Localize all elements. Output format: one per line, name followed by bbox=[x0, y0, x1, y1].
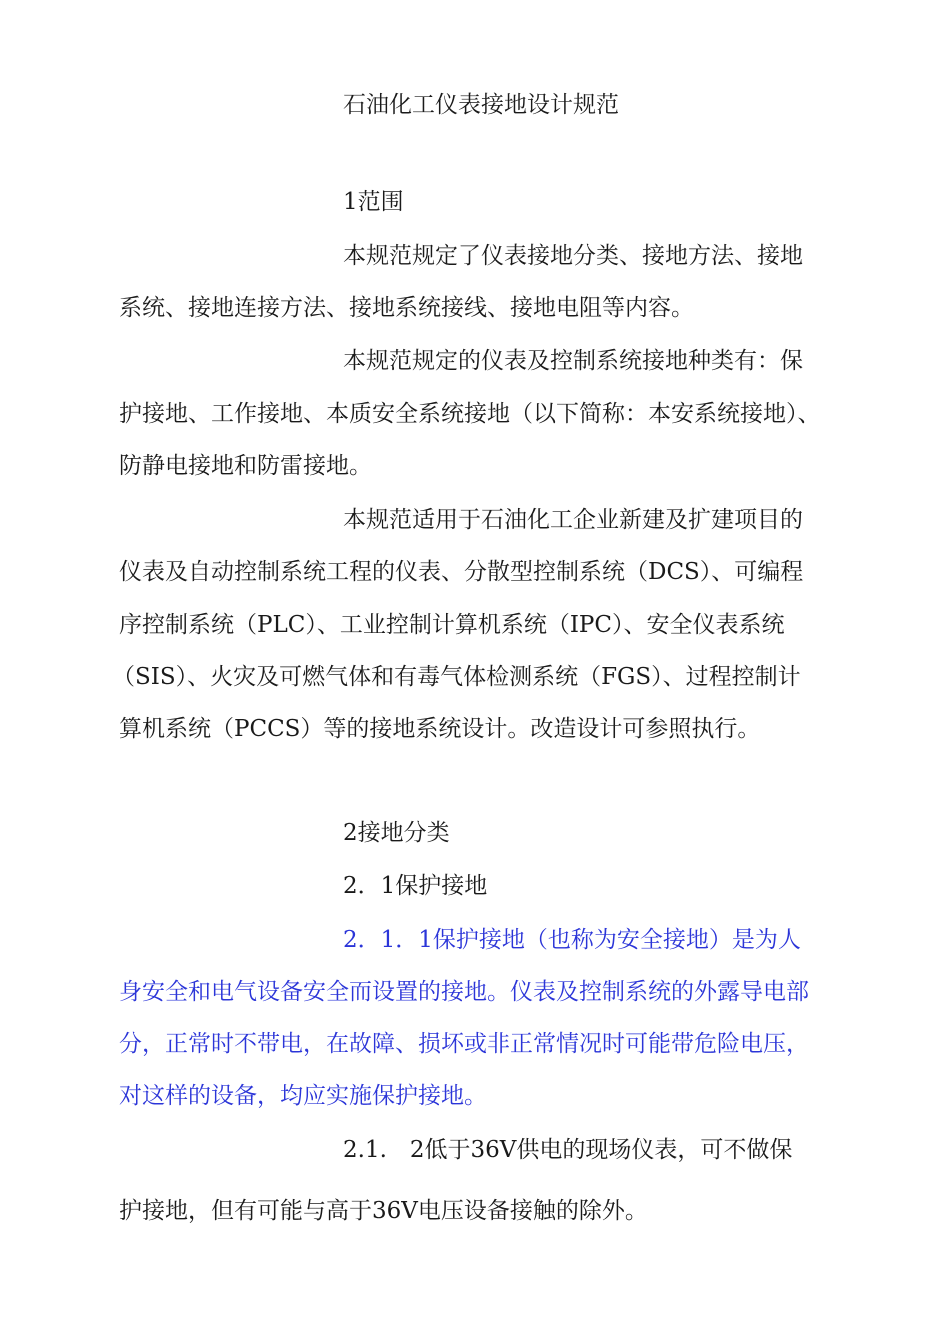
paragraph-scope-2-line-2: 护接地、工作接地、本质安全系统接地（以下简称：本安系统接地）、 bbox=[119, 401, 821, 427]
paragraph-scope-2-line-3: 防静电接地和防雷接地。 bbox=[119, 453, 372, 479]
section-2-1-heading: 2．1保护接地 bbox=[343, 873, 488, 899]
paragraph-scope-3-line-2: 仪表及自动控制系统工程的仪表、分散型控制系统（DCS）、可编程 bbox=[119, 559, 804, 585]
clause-2-1-1-line-3: 分，正常时不带电，在故障、损坏或非正常情况时可能带危险电压， bbox=[119, 1031, 809, 1057]
clause-2-1-1-line-4: 对这样的设备，均应实施保护接地。 bbox=[119, 1083, 487, 1109]
page-title: 石油化工仪表接地设计规范 bbox=[343, 92, 619, 118]
clause-2-1-2-line-1: 2.1. 2低于36V供电的现场仪表，可不做保 bbox=[343, 1137, 793, 1163]
paragraph-scope-3-line-1: 本规范适用于石油化工企业新建及扩建项目的 bbox=[343, 507, 803, 533]
section-1-heading: 1范围 bbox=[343, 189, 404, 215]
paragraph-scope-1-line-1: 本规范规定了仪表接地分类、接地方法、接地 bbox=[343, 243, 803, 269]
clause-2-1-2-line-2: 护接地，但有可能与高于36V电压设备接触的除外。 bbox=[119, 1198, 648, 1224]
clause-2-1-1-line-1: 2．1．1保护接地（也称为安全接地）是为人 bbox=[343, 927, 801, 953]
paragraph-scope-1-line-2: 系统、接地连接方法、接地系统接线、接地电阻等内容。 bbox=[119, 295, 694, 321]
paragraph-scope-3-line-4: （SIS）、火灾及可燃气体和有毒气体检测系统（FGS）、过程控制计 bbox=[112, 664, 801, 690]
paragraph-scope-2-line-1: 本规范规定的仪表及控制系统接地种类有：保 bbox=[343, 348, 803, 374]
paragraph-scope-3-line-3: 序控制系统（PLC）、工业控制计算机系统（IPC）、安全仪表系统 bbox=[119, 612, 785, 638]
section-2-heading: 2接地分类 bbox=[343, 820, 450, 846]
paragraph-scope-3-line-5: 算机系统（PCCS）等的接地系统设计。改造设计可参照执行。 bbox=[119, 716, 761, 742]
clause-2-1-1-line-2: 身安全和电气设备安全而设置的接地。仪表及控制系统的外露导电部 bbox=[119, 979, 809, 1005]
